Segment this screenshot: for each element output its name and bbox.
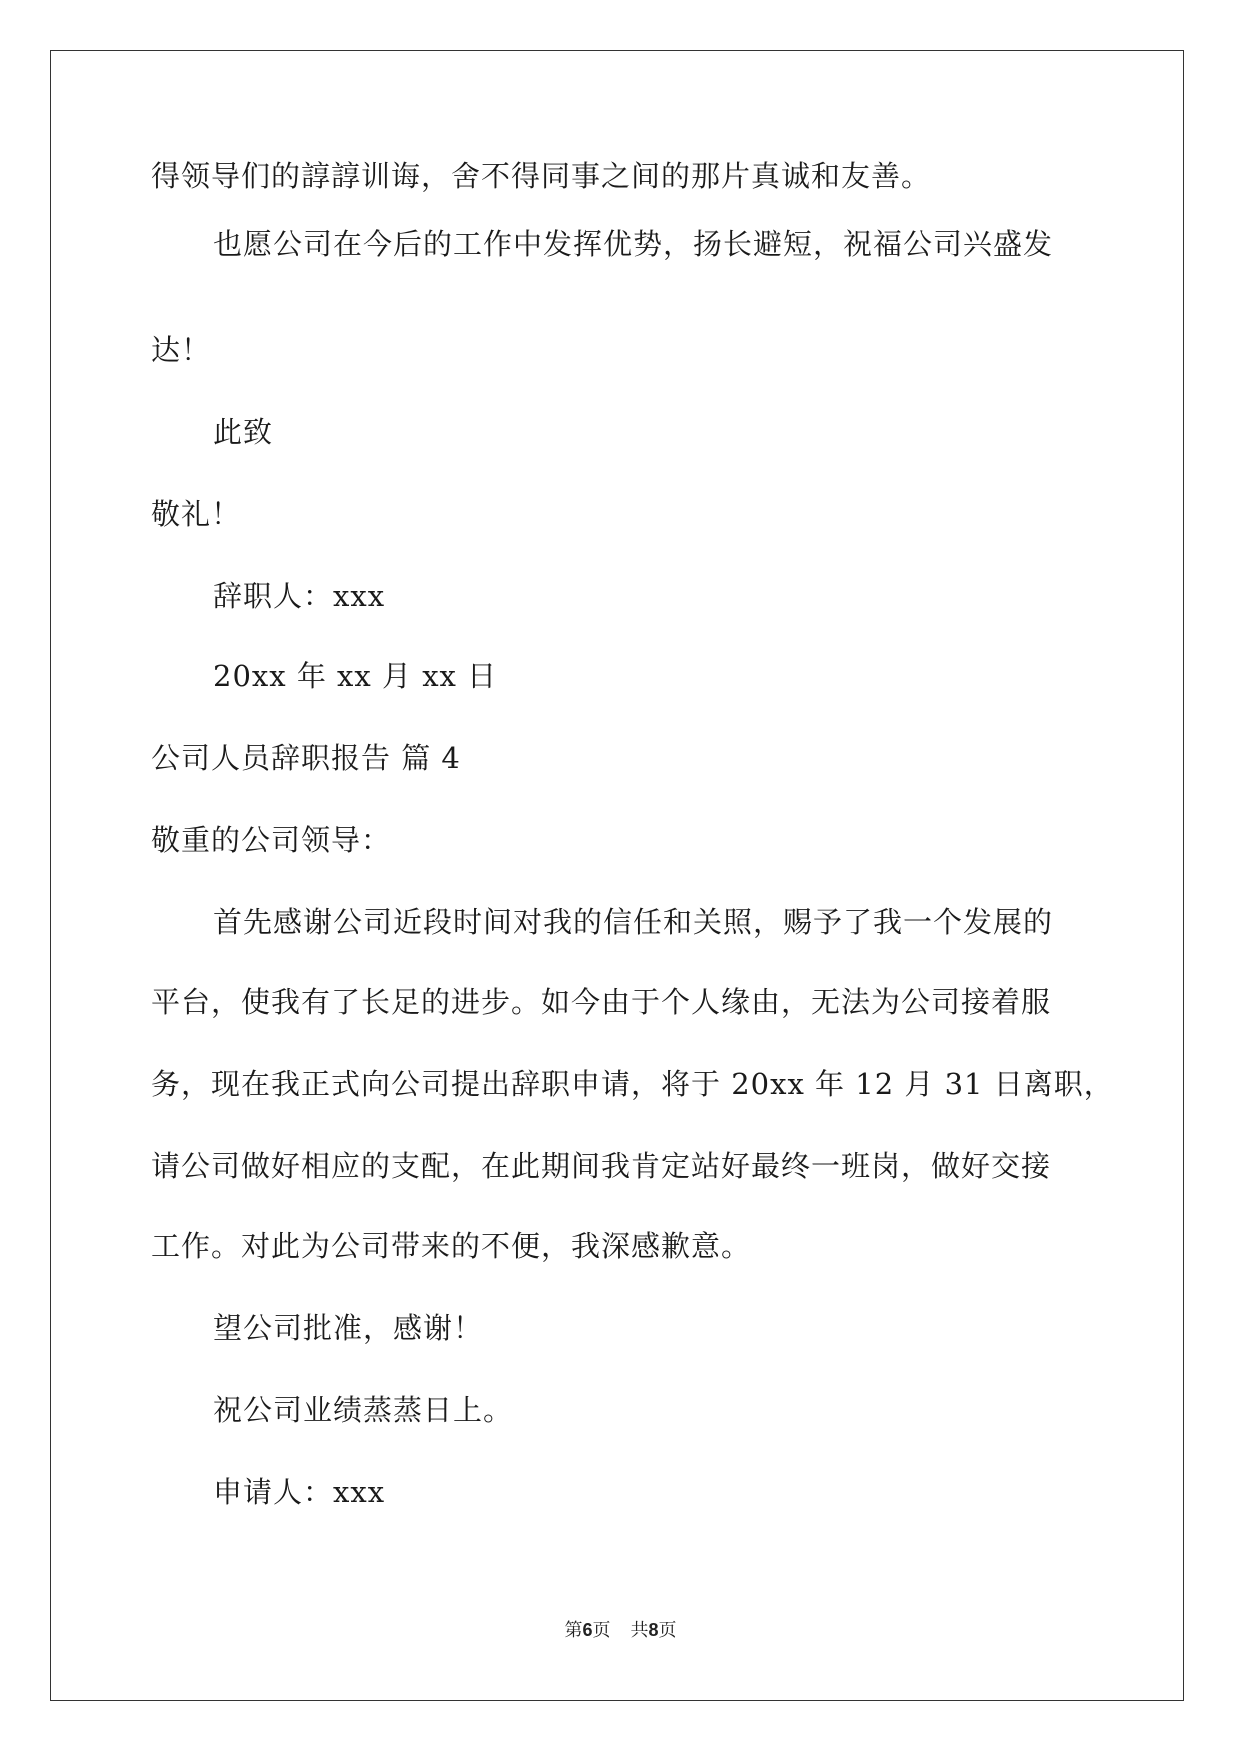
footer-page-suffix: 页 (592, 1620, 611, 1641)
page-footer (0, 1618, 1241, 1643)
signature-line: 辞职人：xxx (213, 579, 386, 613)
paragraph-line: 也愿公司在今后的工作中发挥优势，扬长避短，祝福公司兴盛发 (213, 227, 1054, 261)
paragraph-line: 得领导们的諄諄训诲，舍不得同事之间的那片真诚和友善。 (151, 159, 932, 193)
paragraph-line: 工作。对此为公司带来的不便，我深感歉意。 (151, 1229, 752, 1263)
total-pages-number: 8 (648, 1620, 659, 1640)
paragraph-line: 平台，使我有了长足的进步。如今由于个人缘由，无法为公司接着服 (151, 985, 1052, 1019)
page-border (50, 50, 1184, 1701)
paragraph-line: 祝公司业绩蒸蒸日上。 (213, 1393, 514, 1427)
greeting-line: 敬重的公司领导： (151, 823, 392, 857)
paragraph-line: 首先感谢公司近段时间对我的信任和关照，赐予了我一个发展的 (213, 905, 1054, 939)
footer-total-suffix: 页 (658, 1620, 677, 1641)
paragraph-line: 达！ (151, 333, 212, 367)
date-line: 20xx 年 xx 月 xx 日 (213, 659, 498, 693)
current-page-number: 6 (582, 1620, 593, 1640)
footer-prefix: 第 (564, 1620, 583, 1641)
paragraph-line: 务，现在我正式向公司提出辞职申请，将于 20xx 年 12 月 31 日离职， (151, 1067, 1114, 1101)
paragraph-line: 请公司做好相应的支配，在此期间我肯定站好最终一班岗，做好交接 (151, 1149, 1052, 1183)
salutation-line: 此致 (213, 415, 274, 449)
paragraph-line: 望公司批准，感谢！ (213, 1311, 484, 1345)
section-heading: 公司人员辞职报告 篇 4 (151, 741, 461, 775)
salutation-line: 敬礼！ (151, 497, 242, 531)
signature-line: 申请人：xxx (213, 1475, 386, 1509)
footer-total-prefix: 共 (630, 1620, 649, 1641)
